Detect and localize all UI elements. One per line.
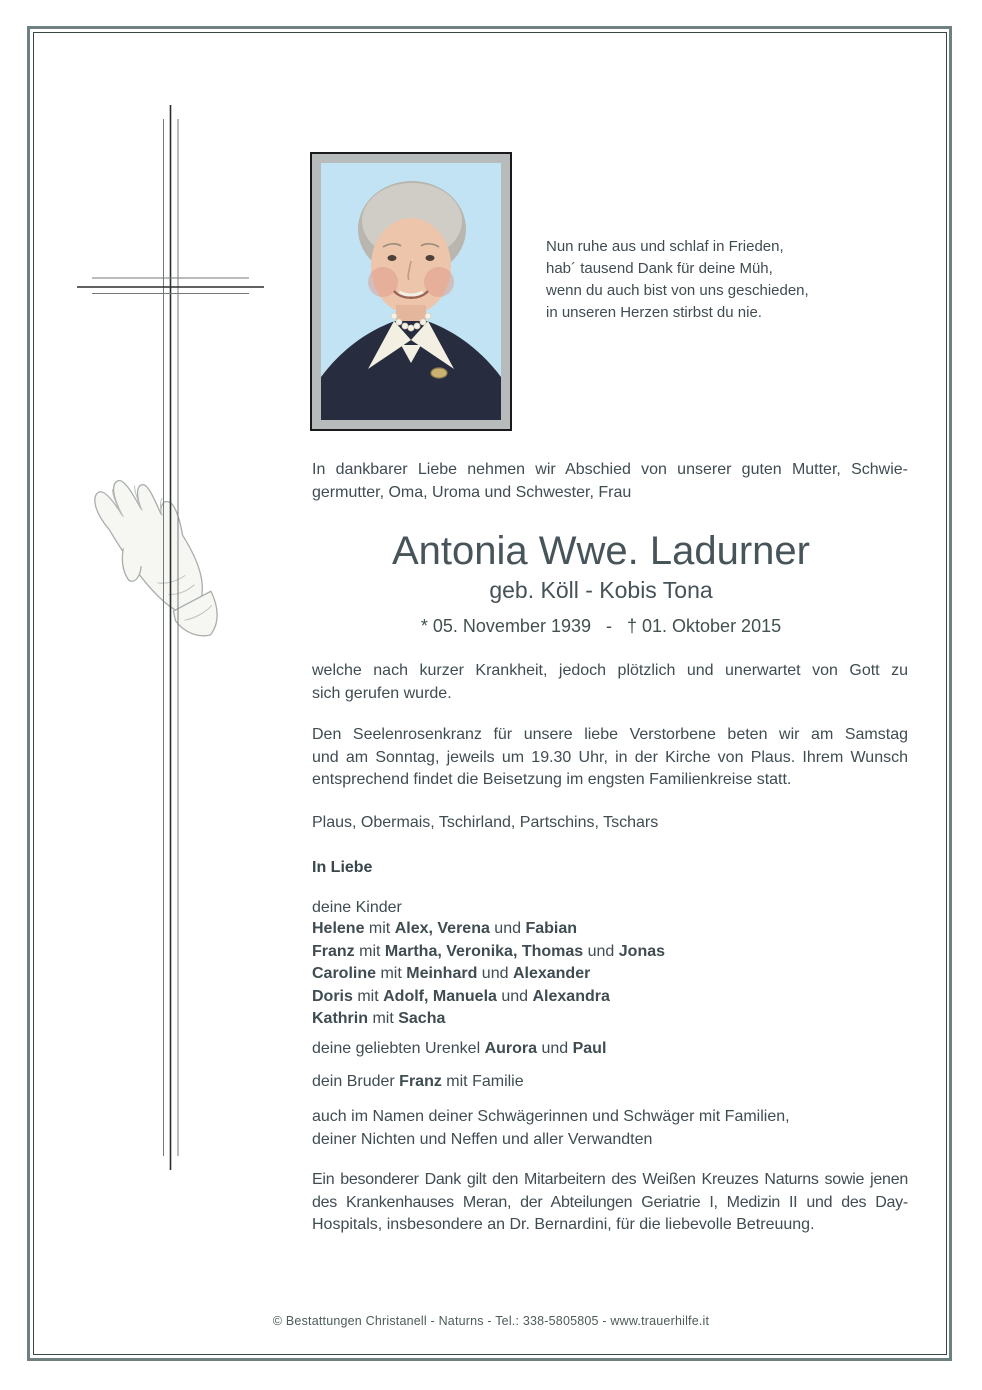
children-label: deine Kinder [312, 899, 402, 916]
poem-line: wenn du auch bist von uns geschieden, [546, 282, 809, 299]
intro-paragraph [312, 459, 908, 504]
children-list [312, 918, 908, 1031]
poem-line: hab´ tausend Dank für deine Müh, [546, 260, 773, 277]
relatives-paragraph [312, 1106, 908, 1151]
brother-line: dein Bruder Franz mit Familie [312, 1073, 524, 1090]
life-dates: * 05. November 1939 - † 01. Oktober 2015 [420, 616, 782, 636]
child-line: Doris mit Adolf, Manuela und Alexandra [312, 987, 610, 1005]
death-paragraph [312, 660, 908, 705]
child-line: Helene mit Alex, Verena und Fabian [312, 920, 578, 937]
rosary-line: Den Seelenrosenkranz für unsere liebe Verstorbene beten wir am Samstag [312, 726, 908, 743]
rosary-line: entsprechend findet die Beisetzung im engsten Familienkreise statt. [312, 771, 792, 788]
deceased-name: Antonia Wwe. Ladurner [391, 529, 810, 573]
maiden-name: geb. Köll - Kobis Tona [489, 577, 713, 603]
poem [546, 236, 896, 324]
relatives-line: auch im Namen deiner Schwägerinnen und Schwäger mit Familien, [312, 1108, 790, 1125]
footer-credit: © Bestattungen Christanell - Naturns - Tel.: 338-5805805 - www.trauerhilfe.it [272, 1314, 710, 1328]
poem-line: in unseren Herzen stirbst du nie. [546, 304, 762, 321]
relatives-line: deiner Nichten und Neffen und aller Verwandten [312, 1130, 653, 1148]
child-line: Franz mit Martha, Veronika, Thomas und Jonas [312, 942, 666, 960]
thanks-line: Hospitals, insbesondere an Dr. Bernardini, für die liebevolle Betreuung. [312, 1216, 815, 1233]
child-line: Kathrin mit Sacha [312, 1010, 446, 1027]
poem-line: Nun ruhe aus und schlaf in Frieden, [546, 238, 784, 255]
thanks-line: des Krankenhauses Meran, der Abteilungen Geriatrie I, Medizin II und des Day- [312, 1193, 908, 1211]
rosary-line: und am Sonntag, jeweils um 19.30 Uhr, in der Kirche von Plaus. Ihrem Wunsch [312, 748, 908, 766]
in-love-line: In Liebe [312, 859, 373, 876]
thanks-line: Ein besonderer Dank gilt den Mitarbeitern des Weißen Kreuzes Naturns sowie jenen [312, 1171, 908, 1188]
child-line: Caroline mit Meinhard und Alexander [312, 965, 591, 982]
places-line: Plaus, Obermais, Tschirland, Partschins, Tschars [312, 814, 659, 831]
thanks-paragraph [312, 1169, 908, 1237]
intro-line: In dankbarer Liebe nehmen wir Abschied von unserer guten Mutter, Schwie- [312, 461, 908, 478]
death-line: welche nach kurzer Krankheit, jedoch plötzlich und unerwartet von Gott zu [312, 662, 908, 679]
great-grandchildren-line: deine geliebten Urenkel Aurora und Paul [312, 1040, 607, 1057]
intro-line: germutter, Oma, Uroma und Schwester, Frau [312, 483, 632, 501]
death-line: sich gerufen wurde. [312, 684, 452, 702]
rosary-paragraph [312, 724, 908, 792]
portrait-photo [310, 152, 512, 431]
